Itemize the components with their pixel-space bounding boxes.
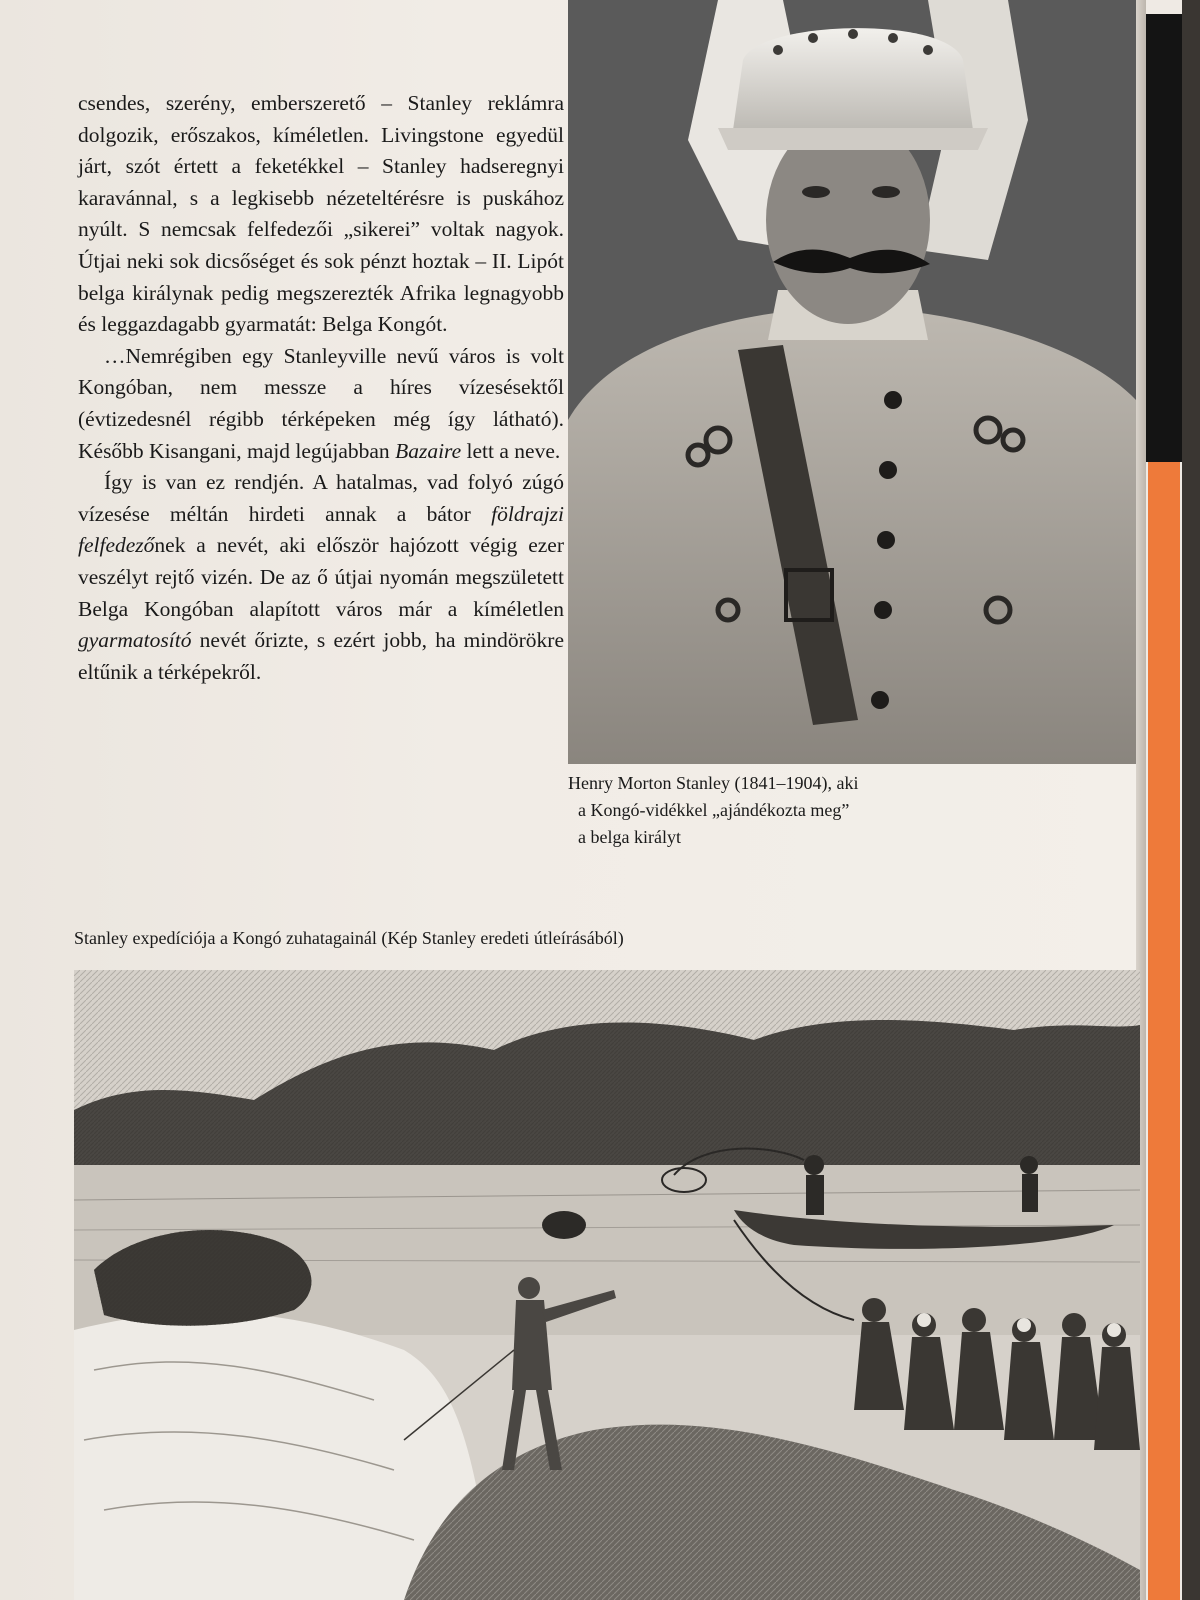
book-edge-black bbox=[1146, 14, 1182, 462]
paragraph-4-text: De az ő útjai nyomán megszületett Belga Kongóban alapított város már a kíméletlen bbox=[78, 564, 564, 621]
paragraph-2-tail: lett a neve. bbox=[461, 438, 561, 463]
paragraph-2 bbox=[78, 341, 564, 467]
paragraph-2-italic: Bazaire bbox=[395, 438, 462, 463]
book-edge-dark bbox=[1182, 0, 1200, 1600]
paragraph-3 bbox=[78, 467, 564, 688]
paragraph-3-italic: földrajzi felfedező bbox=[78, 501, 565, 558]
portrait-caption-line-3: a belga királyt bbox=[578, 827, 681, 847]
paragraph-3-tail: nek a nevét, aki először hajózott végig ezer veszélyt rejtő vizén. bbox=[78, 533, 564, 589]
portrait-caption-line-1: Henry Morton Stanley (1841–1904), aki bbox=[568, 773, 859, 793]
book-edge-orange bbox=[1148, 462, 1180, 1600]
kongo-rapids-engraving bbox=[74, 970, 1140, 1600]
engraving-caption: Stanley expedíciója a Kongó zuhatagainál (Kép Stanley eredeti útleírásából) bbox=[74, 928, 624, 948]
body-text-column bbox=[78, 88, 564, 688]
portrait-caption bbox=[568, 770, 1108, 851]
paragraph-2-text: …Nemrégiben egy Stanleyville nevű város is volt Kongóban, nem messze a híres vízesésektől (évtizedesnél régibb térképeken még így látható). Később Kisangani, majd legújabban bbox=[78, 343, 564, 463]
paragraph-1-text: csendes, szerény, emberszerető – Stanley reklámra dolgozik, erőszakos, kíméletlen. Livingstone egyedül járt, szót értett a feketékkel – Stanley hadseregnyi karavánnal, s a legkisebb nézeteltérésre is puskához nyúlt. S nemcsak felfedezői „sikerei” voltak nagyok. Útjai neki sok dicsőséget és sok pénzt hoztak – II. Lipót belga királynak pedig megszerezték Afrika legnagyobb és leggazdagabb gyarmatát: Belga Kongót. bbox=[78, 91, 564, 337]
portrait-illustration bbox=[568, 0, 1136, 764]
paragraph-3-text: Így is van ez rendjén. A hatalmas, vad folyó zúgó vízesése méltán hirdeti annak a bátor bbox=[78, 470, 564, 526]
paragraph-4-italic: gyarmatosító bbox=[78, 628, 192, 653]
paragraph-1 bbox=[78, 88, 564, 341]
portrait-caption-line-2: a Kongó-vidékkel „ajándékozta meg” bbox=[578, 800, 850, 820]
engraving-illustration bbox=[74, 970, 1140, 1600]
stanley-portrait-photo bbox=[568, 0, 1136, 764]
paragraph-4-tail: nevét őrizte, s ezért jobb, ha mindörökre eltűnik a térképekről. bbox=[78, 628, 564, 684]
